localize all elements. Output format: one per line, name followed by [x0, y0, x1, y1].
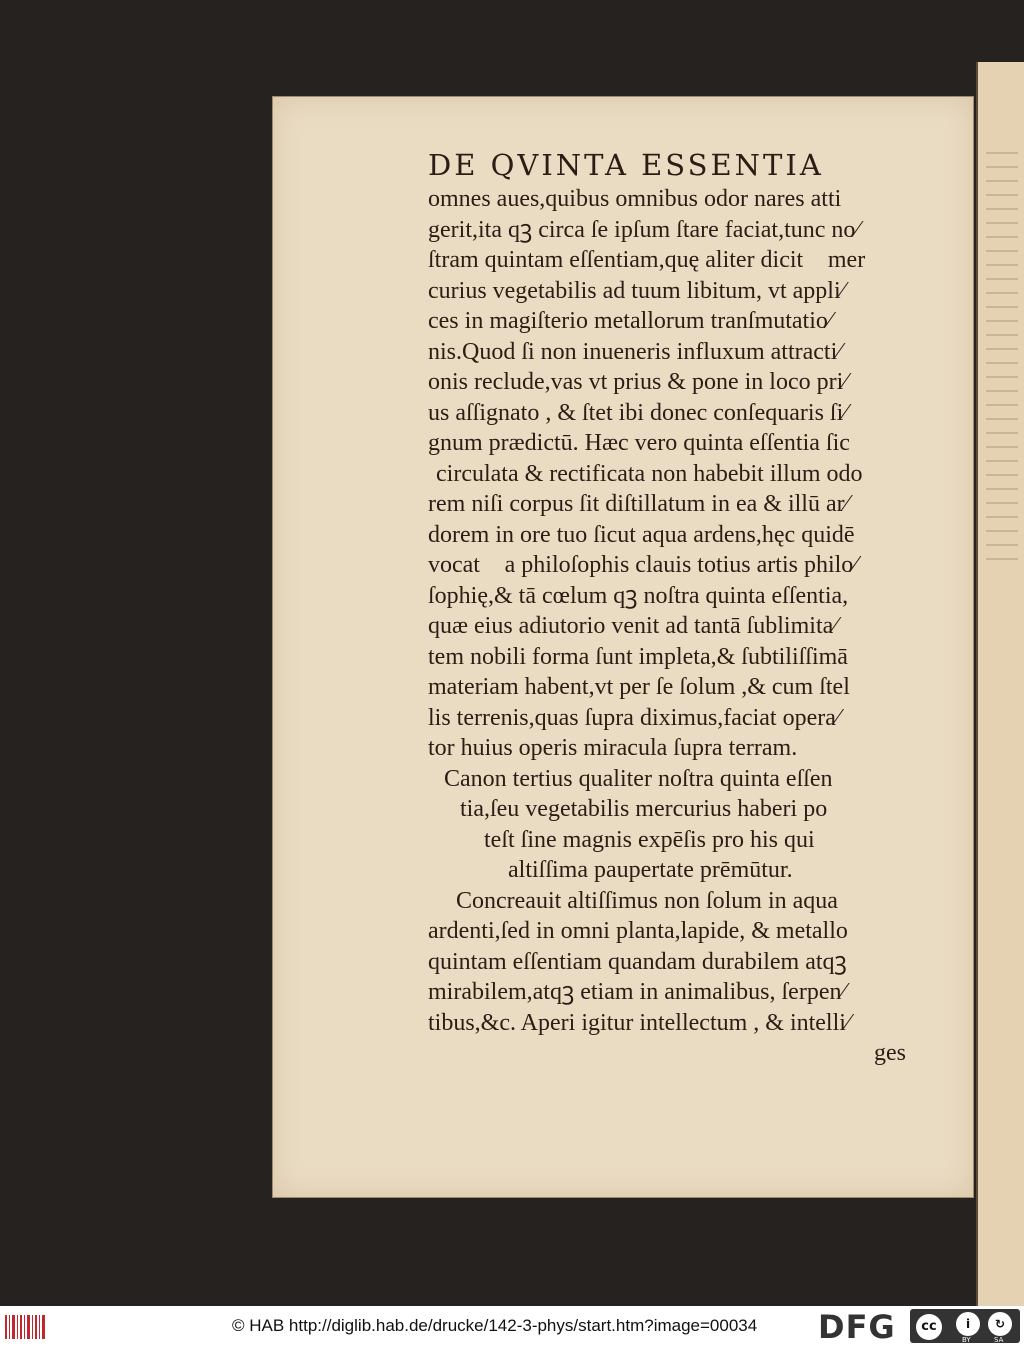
- footer-bar: [0, 1306, 1024, 1346]
- running-head: DE QVINTA ESSENTIA: [428, 148, 824, 182]
- text-line: quæ eius adiutorio venit ad tantā ſublimita⁄: [428, 613, 838, 639]
- by-label: BY: [962, 1336, 971, 1344]
- text-line: gnum prædictū. Hæc vero quinta eſſentia ſic: [428, 430, 850, 456]
- text-line: materiam habent,vt per ſe ſolum ,& cum ſtel: [428, 674, 850, 700]
- canon-heading-line: teſt ſine magnis expēſis pro his qui: [484, 827, 815, 853]
- text-line: ſophię,& tā cœlum qꝫ noſtra quinta eſſentia,: [428, 583, 849, 609]
- text-line: ces in magiſterio metallorum tranſmutatio⁄: [428, 308, 832, 334]
- dfg-logo: DFG: [818, 1308, 896, 1346]
- canon-heading-line: altiſſima paupertate prēmūtur.: [508, 857, 793, 883]
- text-line: tibus,&c. Aperi igitur intellectum , & intelli⁄: [428, 1010, 850, 1036]
- text-line: curius vegetabilis ad tuum libitum, vt appli⁄: [428, 278, 845, 304]
- facing-page-edge: [976, 62, 1024, 1306]
- text-line: rem niſi corpus ſit diſtillatum in ea & illū ar⁄: [428, 491, 849, 517]
- text-line: ardenti,ſed in omni planta,lapide, & metallo: [428, 918, 848, 944]
- cc-license-badge[interactable]: [910, 1309, 1020, 1343]
- text-line: nis.Quod ſi non inueneris influxum attracti⁄: [428, 339, 842, 365]
- cc-icon: cc: [916, 1314, 942, 1340]
- text-line: lis terrenis,quas ſupra diximus,faciat opera⁄: [428, 705, 840, 731]
- text-line: tem nobili forma ſunt impleta,& ſubtiliſſimā: [428, 644, 848, 670]
- sa-label: SA: [994, 1336, 1004, 1344]
- catchword: ges: [874, 1040, 906, 1066]
- text-line: circulata & rectificata non habebit illum odo: [436, 461, 863, 487]
- text-line: gerit,ita qꝫ circa ſe ipſum ſtare faciat,tunc no⁄: [428, 217, 860, 243]
- canon-heading-line: Canon tertius qualiter noſtra quinta eſſen: [444, 766, 833, 792]
- text-line: onis reclude,vas vt prius & pone in loco pri⁄: [428, 369, 848, 395]
- text-line: Concreauit altiſſimus non ſolum in aqua: [456, 888, 838, 914]
- by-icon: i: [956, 1312, 980, 1336]
- text-line: omnes aues,quibus omnibus odor nares atti: [428, 186, 842, 212]
- text-line: dorem in ore tuo ſicut aqua ardens,hęc quidē: [428, 522, 855, 548]
- text-line: vocatᷣ a philoſophis clauis totius artis philo⁄: [428, 552, 858, 578]
- text-line: mirabilem,atqꝫ etiam in animalibus, ſerpen⁄: [428, 979, 846, 1005]
- canon-heading-line: tia,ſeu vegetabilis mercurius haberi po: [460, 796, 828, 822]
- copyright-link[interactable]: © HAB http://diglib.hab.de/drucke/142-3-phys/start.htm?image=00034: [232, 1316, 758, 1335]
- text-line: quintam eſſentiam quandam durabilem atqꝫ: [428, 949, 847, 975]
- text-line: tor huius operis miracula ſupra terram.: [428, 735, 798, 761]
- text-line: ſtram quintam eſſentiam,quę aliter dicitᷣ mer: [428, 247, 866, 273]
- barcode-icon: [4, 1312, 48, 1342]
- sa-icon: ↻: [988, 1312, 1012, 1336]
- text-line: us aſſignato , & ſtet ibi donec conſequaris ſi⁄: [428, 400, 848, 426]
